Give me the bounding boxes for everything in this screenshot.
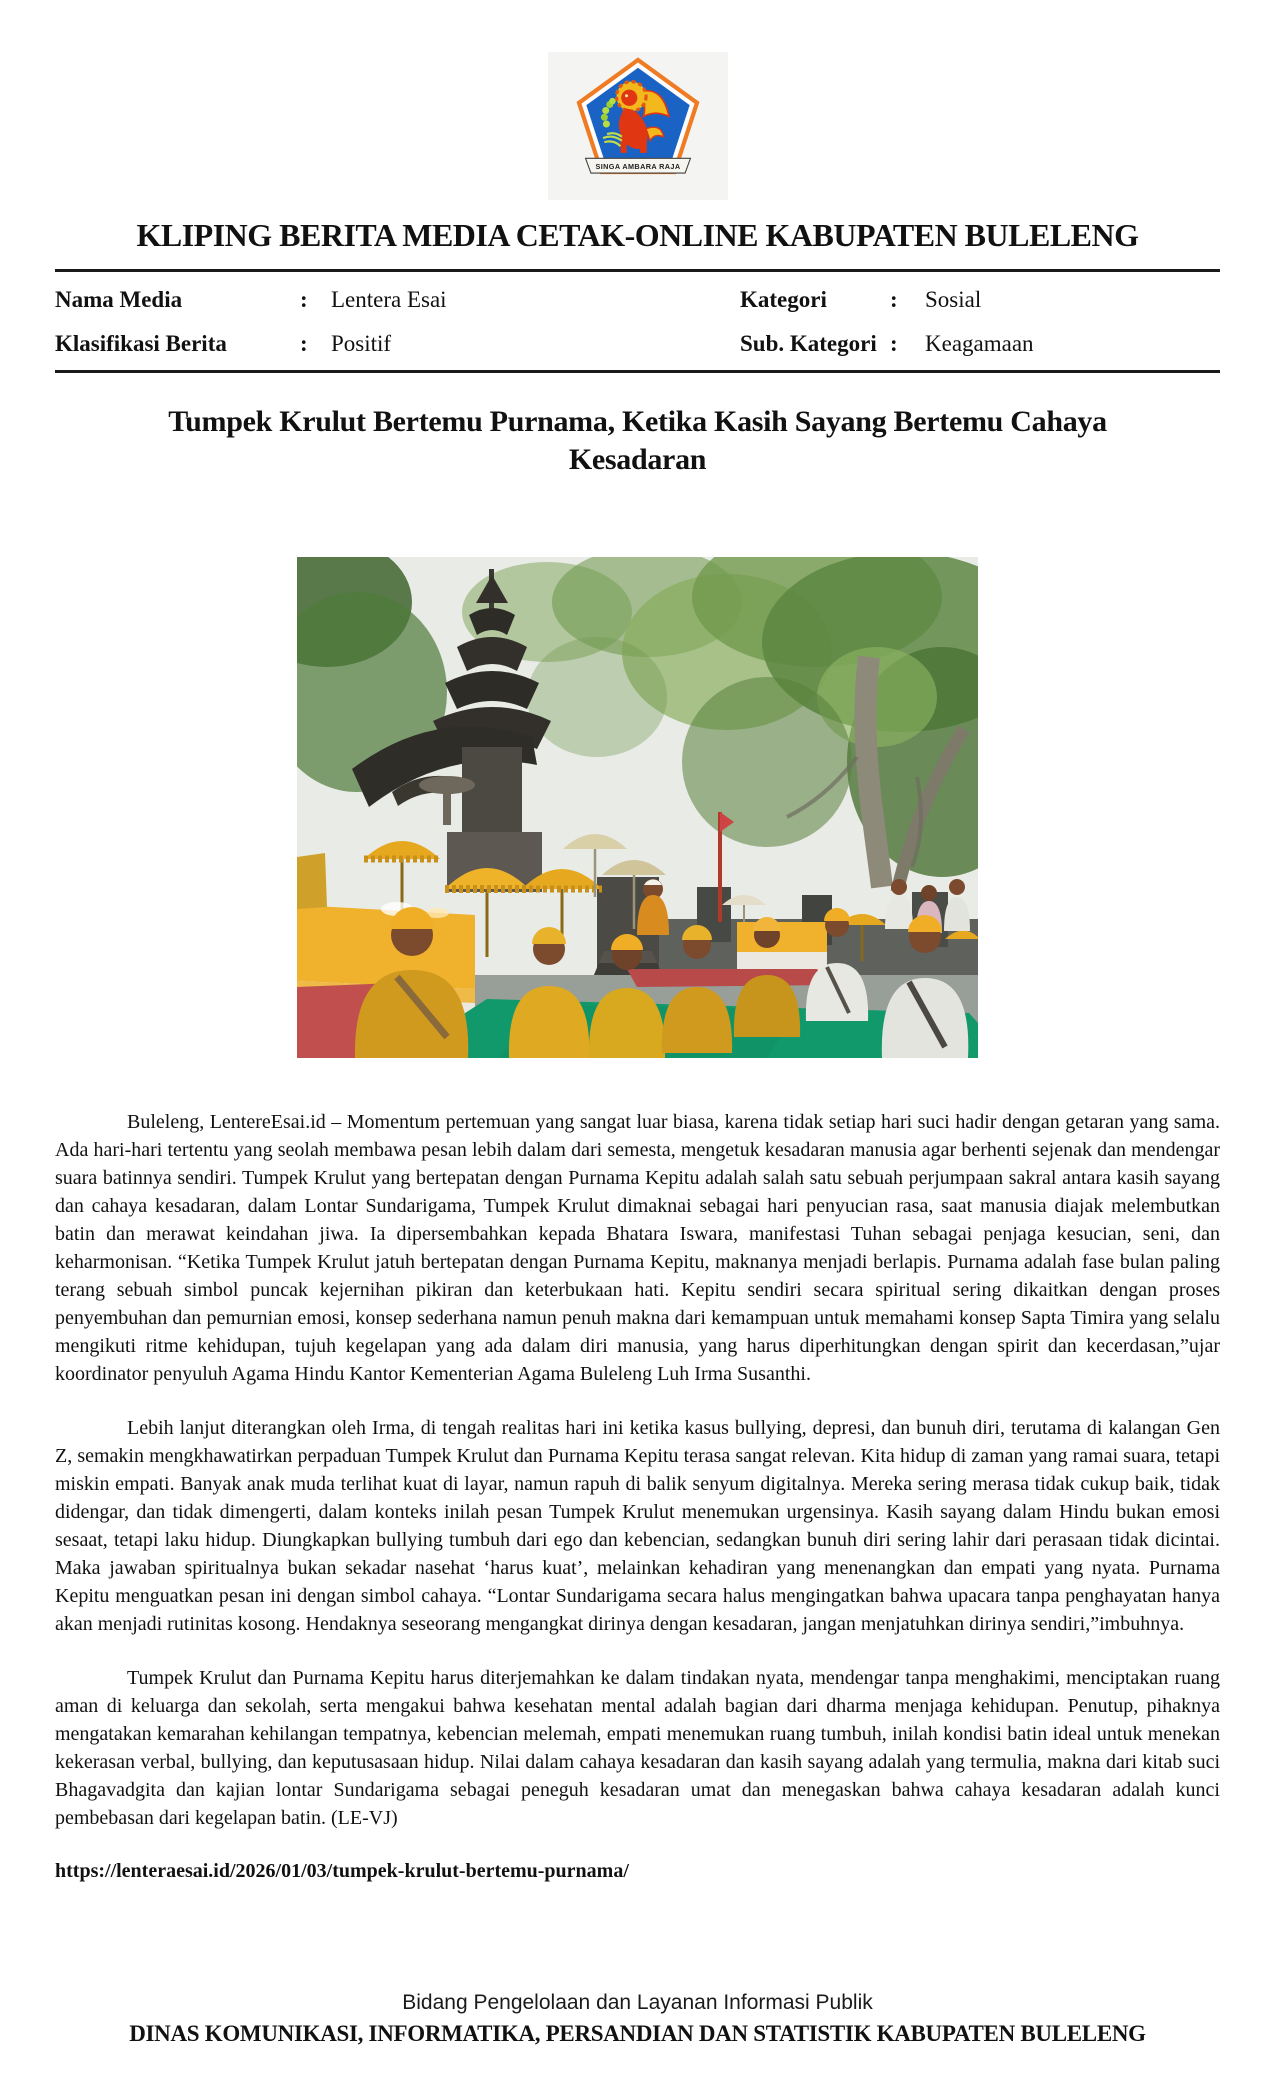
meta-label-nama-media: Nama Media (55, 287, 183, 312)
article-body (55, 1108, 1220, 1832)
temple-ceremony-photo (297, 557, 978, 1058)
article-photo (297, 557, 978, 1058)
meta-label-klasifikasi-berita: Klasifikasi Berita (55, 331, 227, 356)
meta-value-sub-kategori: Keagamaan (925, 331, 1034, 356)
meta-label-kategori: Kategori (740, 287, 827, 312)
article-paragraph: Buleleng, LentereEsai.id – Momentum pertemuan yang sangat luar biasa, karena tidak setiap hari suci hadir dengan getaran yang sama. Ada hari-hari tertentu yang seolah membawa pesan lebih dalam dari semesta, mengetuk kesadaran manusia agar berhenti sejenak dan mendengar suara batinnya sendiri. Tumpek Krulut yang bertepatan dengan Purnama Kepitu adalah salah satu sebuah perjumpaan sakral antara kasih sayang dan cahaya kesadaran, dalam Lontar Sundarigama, Tumpek Krulut dimaknai sebagai hari penyucian rasa, saat manusia diajak melembutkan batin dan merawat keindahan jiwa. Ia dipersembahkan kepada Bhatara Iswara, manifestasi Tuhan sebagai penjaga kesucian, seni, dan keharmonisan. “Ketika Tumpek Krulut jatuh bertepatan dengan Purnama Kepitu, maknanya menjadi berlapis. Purnama adalah fase bulan paling terang sebuah simbol puncak kejernihan pikiran dan keterbukaan hati. Kepitu sendiri secara spiritual sering dikaitkan dengan proses penyembuhan dan pemurnian emosi, konsep sederhana namun penuh makna dari kemampuan untuk memahami konsep Sapta Timira yang selalu mengikuti ritme kehidupan, tujuh kegelapan yang ada dalam diri manusia, yang harus diperhitungkan dengan spirit dan kecerdasan,”ujar koordinator penyuluh Agama Hindu Kantor Kementerian Agama Buleleng Luh Irma Susanthi. (55, 1111, 1220, 1385)
footer-agency: DINAS KOMUNIKASI, INFORMATIKA, PERSANDIAN DAN STATISTIK KABUPATEN BULELENG (129, 2021, 1146, 2046)
meta-colon: : (890, 331, 898, 356)
media-meta-table (55, 269, 1220, 373)
document-footer (0, 1988, 1275, 2050)
meta-row (55, 282, 1220, 318)
meta-value-klasifikasi-berita: Positif (331, 331, 392, 356)
article-paragraph: Tumpek Krulut dan Purnama Kepitu harus diterjemahkan ke dalam tindakan nyata, mendengar tanpa menghakimi, menciptakan ruang aman di keluarga dan sekolah, serta mengakui bahwa kesehatan mental adalah bagian dari dharma menjaga kehidupan. Penutup, pihaknya mengatakan kemarahan kehilangan tempatnya, kebencian melemah, empati menemukan ruang tumbuh, inilah kondisi batin ideal untuk menekan kekerasan verbal, bullying, dan keputusasaan hidup. Nilai dalam cahaya kesadaran dan kasih sayang adalah yang termulia, makna dari kitab suci Bhagavadgita dan kajian lontar Sundarigama sebagai peneguh kesadaran umat dan menegaskan bahwa cahaya kesadaran adalah kunci pembebasan dari kegelapan batin. (LE-VJ) (55, 1667, 1220, 1829)
meta-colon: : (300, 331, 308, 356)
document-title: KLIPING BERITA MEDIA CETAK-ONLINE KABUPATEN BULELENG (136, 217, 1139, 253)
meta-colon: : (890, 287, 898, 312)
meta-colon: : (300, 287, 308, 312)
emblem-banner (585, 158, 690, 173)
meta-value-kategori: Sosial (925, 287, 982, 312)
singa-ambara-raja-emblem (557, 52, 719, 200)
meta-row (55, 326, 1220, 362)
footer-division: Bidang Pengelolaan dan Layanan Informasi Publik (402, 1991, 873, 2014)
buleleng-logo (548, 52, 728, 200)
article-paragraph: Lebih lanjut diterangkan oleh Irma, di tengah realitas hari ini ketika kasus bullying, depresi, dan bunuh diri, terutama di kalangan Gen Z, semakin mengkhawatirkan perpaduan Tumpek Krulut dan Purnama Kepitu terasa sangat relevan. Kita hidup di zaman yang ramai suara, tetapi miskin empati. Banyak anak muda terlihat kuat di layar, namun rapuh di balik senyum digitalnya. Mereka sering merasa tidak cukup baik, tidak didengar, dan tidak dimengerti, dalam konteks inilah pesan Tumpek Krulut menemukan urgensinya. Kasih sayang dalam Hindu bukan emosi sesaat, tetapi laku hidup. Diungkapkan bullying tumbuh dari ego dan kebencian, sedangkan bunuh diri sering lahir dari perasaan tidak dicintai. Maka jawaban spiritualnya bukan sekadar nasehat ‘harus kuat’, melainkan kehadiran yang menenangkan dan empati yang nyata. Purnama Kepitu menguatkan pesan ini dengan simbol cahaya. “Lontar Sundarigama secara halus mengingatkan bahwa upacara tanpa penghayatan hanya akan menjadi rutinitas kosong. Hendaknya seseorang mengangkat dirinya dengan kesadaran, jangan menjatuhkan dirinya sendiri,”imbuhnya. (55, 1417, 1220, 1635)
article-title: Tumpek Krulut Bertemu Purnama, Ketika Kasih Sayang Bertemu Cahaya Kesadaran (168, 405, 1107, 476)
emblem-banner-text: SINGA AMBARA RAJA (595, 162, 680, 172)
meta-value-nama-media: Lentera Esai (331, 287, 447, 312)
source-url: https://lenteraesai.id/2026/01/03/tumpek-krulut-bertemu-purnama/ (55, 1860, 629, 1882)
meta-label-sub-kategori: Sub. Kategori (740, 331, 877, 356)
